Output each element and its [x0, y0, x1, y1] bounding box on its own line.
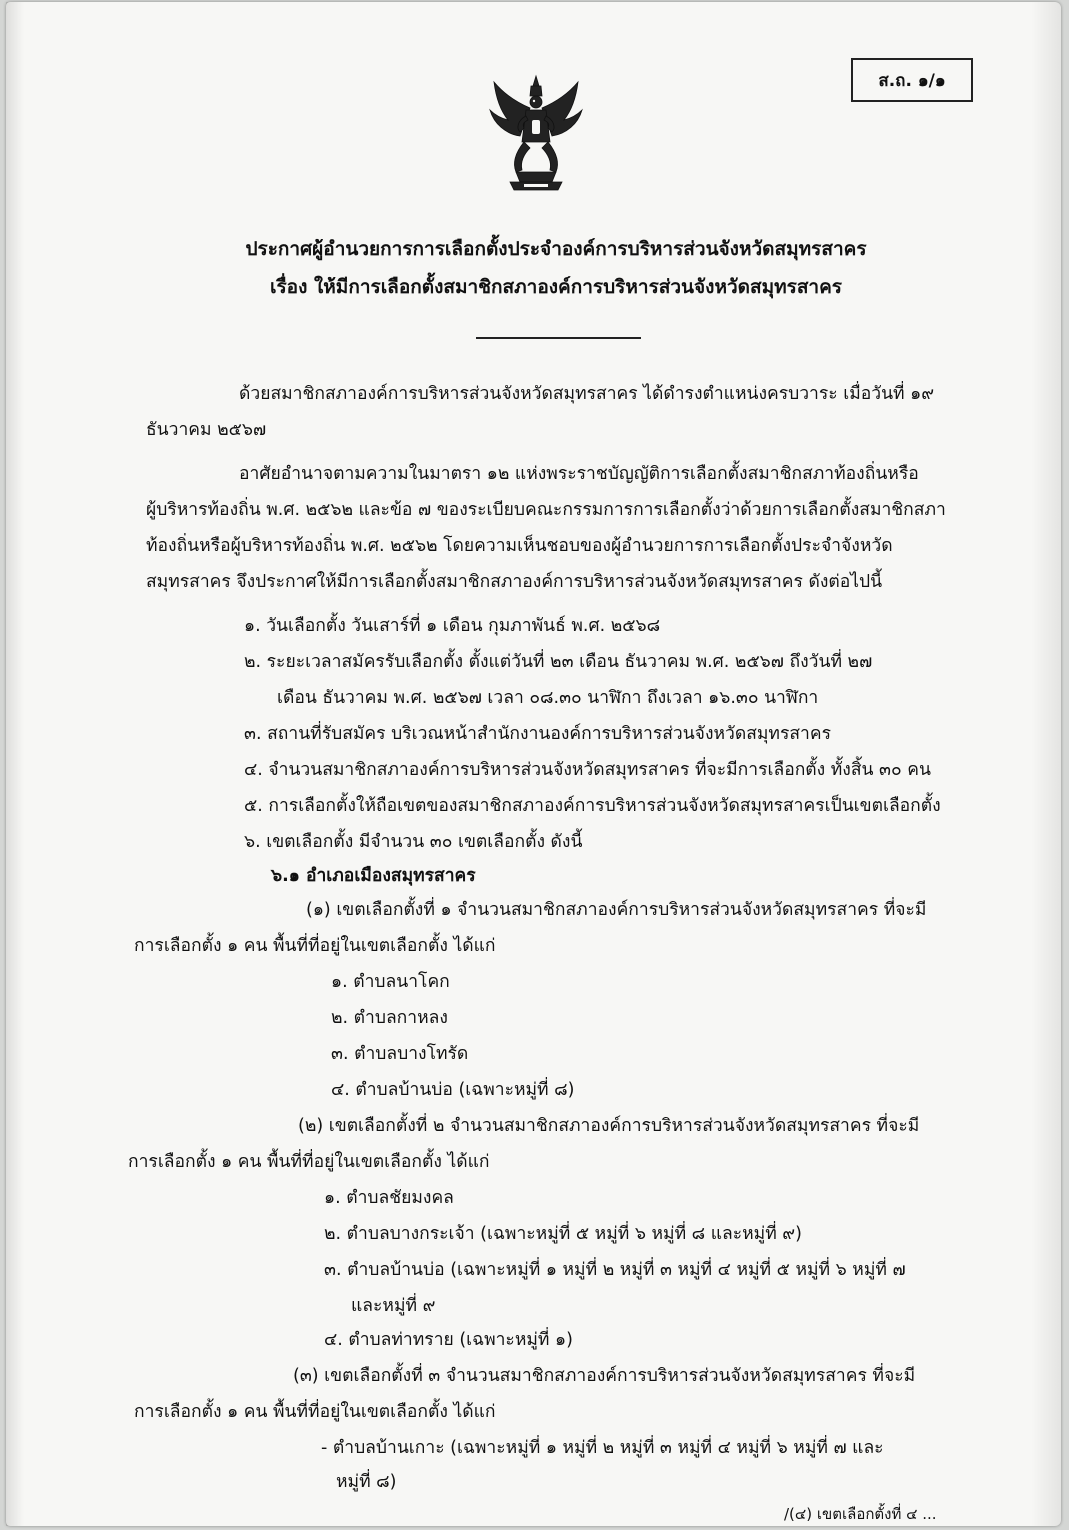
next-page-reference: /(๔) เขตเลือกตั้งที่ ๔ ...: [784, 1505, 937, 1523]
subdistrict-item: ๔. ตำบลท่าทราย (เฉพาะหมู่ที่ ๑): [324, 1330, 573, 1350]
list-item: ๖. เขตเลือกตั้ง มีจำนวน ๓๐ เขตเลือกตั้ง ดังนี้: [244, 832, 583, 852]
document-page: [6, 2, 1061, 1526]
announcement-subject: เรื่อง ให้มีการเลือกตั้งสมาชิกสภาองค์การบริหารส่วนจังหวัดสมุทรสาคร: [269, 276, 843, 298]
subdistrict-item: ๑. ตำบลชัยมงคล: [324, 1188, 454, 1208]
subdistrict-item: ๒. ตำบลกาหลง: [331, 1008, 448, 1028]
subdistrict-item: ๑. ตำบลนาโคก: [331, 972, 450, 992]
list-item: ๕. การเลือกตั้งให้ถือเขตของสมาชิกสภาองค์การบริหารส่วนจังหวัดสมุทรสาครเป็นเขตเลือกตั้ง: [244, 796, 941, 816]
subdistrict-item: ๔. ตำบลบ้านบ่อ (เฉพาะหมู่ที่ ๘): [331, 1080, 575, 1100]
paragraph-line: ผู้บริหารท้องถิ่น พ.ศ. ๒๕๖๒ และข้อ ๗ ของระเบียบคณะกรรมการการเลือกตั้งว่าด้วยการเลือกตั้งสมาชิกสภา: [146, 500, 946, 520]
document-code: ส.ถ. ๑/๑: [878, 70, 946, 91]
paragraph-line: ด้วยสมาชิกสภาองค์การบริหารส่วนจังหวัดสมุทรสาคร ได้ดำรงตำแหน่งครบวาระ เมื่อวันที่ ๑๙: [239, 384, 935, 404]
district-line: การเลือกตั้ง ๑ คน พื้นที่ที่อยู่ในเขตเลือกตั้ง ได้แก่: [134, 936, 496, 956]
garuda-emblem-icon: [486, 72, 586, 197]
document-code-box: [851, 58, 973, 102]
subdistrict-item: ๓. ตำบลบ้านบ่อ (เฉพาะหมู่ที่ ๑ หมู่ที่ ๒ หมู่ที่ ๓ หมู่ที่ ๔ หมู่ที่ ๕ หมู่ที่ ๖ หมู่ที่ ๗: [324, 1260, 906, 1280]
page-shadow-left: [6, 2, 24, 1526]
district-line: การเลือกตั้ง ๑ คน พื้นที่ที่อยู่ในเขตเลือกตั้ง ได้แก่: [128, 1152, 490, 1172]
subdistrict-item: - ตำบลบ้านเกาะ (เฉพาะหมู่ที่ ๑ หมู่ที่ ๒ หมู่ที่ ๓ หมู่ที่ ๔ หมู่ที่ ๖ หมู่ที่ ๗ และ: [321, 1438, 884, 1458]
district-line: (๓) เขตเลือกตั้งที่ ๓ จำนวนสมาชิกสภาองค์การบริหารส่วนจังหวัดสมุทรสาคร ที่จะมี: [293, 1366, 916, 1386]
announcement-title: ประกาศผู้อำนวยการการเลือกตั้งประจำองค์การบริหารส่วนจังหวัดสมุทรสาคร: [245, 238, 867, 260]
list-item-continuation: เดือน ธันวาคม พ.ศ. ๒๕๖๗ เวลา ๐๘.๓๐ นาฬิกา ถึงเวลา ๑๖.๓๐ นาฬิกา: [277, 688, 819, 708]
section-heading: ๖.๑ อำเภอเมืองสมุทรสาคร: [271, 866, 476, 886]
list-item: ๔. จำนวนสมาชิกสภาองค์การบริหารส่วนจังหวัดสมุทรสาคร ที่จะมีการเลือกตั้ง ทั้งสิ้น ๓๐ คน: [244, 760, 931, 780]
page-shadow-right: [1031, 2, 1061, 1526]
subdistrict-continuation: และหมู่ที่ ๙: [351, 1296, 436, 1316]
list-item: ๑. วันเลือกตั้ง วันเสาร์ที่ ๑ เดือน กุมภาพันธ์ พ.ศ. ๒๕๖๘: [244, 616, 661, 636]
list-item: ๒. ระยะเวลาสมัครรับเลือกตั้ง ตั้งแต่วันที่ ๒๓ เดือน ธันวาคม พ.ศ. ๒๕๖๗ ถึงวันที่ ๒๗: [244, 652, 873, 672]
list-item: ๓. สถานที่รับสมัคร บริเวณหน้าสำนักงานองค์การบริหารส่วนจังหวัดสมุทรสาคร: [244, 724, 831, 744]
district-line: (๑) เขตเลือกตั้งที่ ๑ จำนวนสมาชิกสภาองค์การบริหารส่วนจังหวัดสมุทรสาคร ที่จะมี: [306, 900, 927, 920]
paragraph-line: ธันวาคม ๒๕๖๗: [146, 420, 267, 440]
district-line: การเลือกตั้ง ๑ คน พื้นที่ที่อยู่ในเขตเลือกตั้ง ได้แก่: [134, 1402, 496, 1422]
subdistrict-item: ๒. ตำบลบางกระเจ้า (เฉพาะหมู่ที่ ๕ หมู่ที่ ๖ หมู่ที่ ๘ และหมู่ที่ ๙): [324, 1224, 802, 1244]
subdistrict-continuation: หมู่ที่ ๘): [336, 1472, 397, 1492]
paragraph-line: อาศัยอำนาจตามความในมาตรา ๑๒ แห่งพระราชบัญญัติการเลือกตั้งสมาชิกสภาท้องถิ่นหรือ: [239, 464, 919, 484]
district-line: (๒) เขตเลือกตั้งที่ ๒ จำนวนสมาชิกสภาองค์การบริหารส่วนจังหวัดสมุทรสาคร ที่จะมี: [298, 1116, 920, 1136]
title-divider: [476, 337, 641, 339]
paragraph-line: ท้องถิ่นหรือผู้บริหารท้องถิ่น พ.ศ. ๒๕๖๒ โดยความเห็นชอบของผู้อำนวยการการเลือกตั้งประจำจังหวัด: [146, 536, 893, 556]
paragraph-line: สมุทรสาคร จึงประกาศให้มีการเลือกตั้งสมาชิกสภาองค์การบริหารส่วนจังหวัดสมุทรสาคร ดังต่อไปนี้: [146, 572, 883, 592]
subdistrict-item: ๓. ตำบลบางโทรัด: [331, 1044, 469, 1064]
